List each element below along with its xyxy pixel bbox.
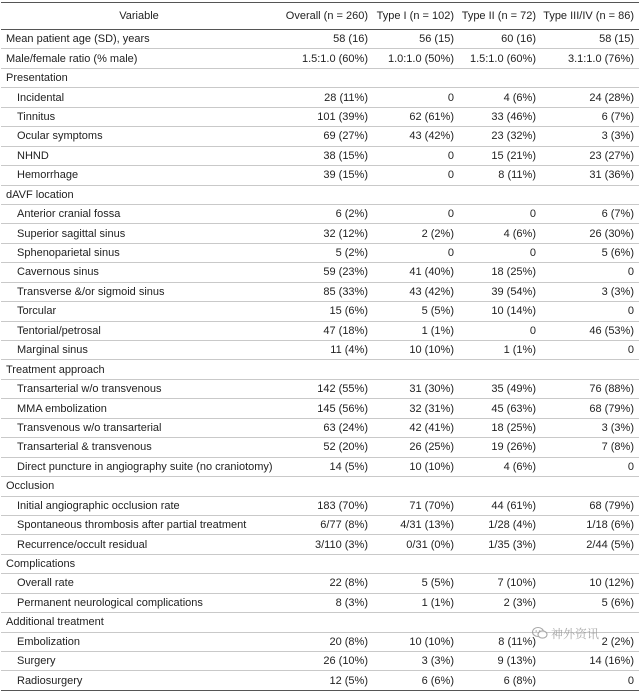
cell-type-ii: 9 (13%) — [459, 652, 541, 671]
cell-type-iii-iv: 68 (79%) — [541, 496, 639, 515]
cell-overall: 22 (8%) — [277, 574, 373, 593]
section-header-row — [1, 360, 639, 379]
cell-type-i: 56 (15) — [373, 30, 459, 49]
cell-type-i — [373, 185, 459, 204]
column-header-variable: Variable — [1, 3, 277, 30]
section-label: Presentation — [1, 68, 277, 87]
cell-type-i: 2 (2%) — [373, 224, 459, 243]
table-header — [1, 3, 639, 30]
table-row — [1, 321, 639, 340]
row-label: Direct puncture in angiography suite (no craniotomy) — [1, 457, 277, 476]
cell-type-iii-iv: 31 (36%) — [541, 166, 639, 185]
cell-overall: 32 (12%) — [277, 224, 373, 243]
row-label: Torcular — [1, 302, 277, 321]
row-label: Tentorial/petrosal — [1, 321, 277, 340]
cell-overall: 69 (27%) — [277, 127, 373, 146]
table-row — [1, 243, 639, 262]
row-label: Transvenous w/o transarterial — [1, 418, 277, 437]
row-label: NHND — [1, 146, 277, 165]
section-label: dAVF location — [1, 185, 277, 204]
cell-type-ii: 0 — [459, 321, 541, 340]
wechat-icon — [532, 626, 548, 640]
section-label: Additional treatment — [1, 613, 277, 632]
cell-overall: 3/110 (3%) — [277, 535, 373, 554]
cell-overall — [277, 477, 373, 496]
cell-overall — [277, 68, 373, 87]
table-row — [1, 146, 639, 165]
row-label: Surgery — [1, 652, 277, 671]
cell-overall: 1.5:1.0 (60%) — [277, 49, 373, 68]
cell-type-ii: 0 — [459, 204, 541, 223]
table-row — [1, 671, 639, 690]
cell-type-i: 6 (6%) — [373, 671, 459, 690]
cell-type-i — [373, 477, 459, 496]
cell-type-i: 0/31 (0%) — [373, 535, 459, 554]
table-row — [1, 593, 639, 612]
cell-type-iii-iv: 46 (53%) — [541, 321, 639, 340]
cell-type-i — [373, 360, 459, 379]
cell-type-i — [373, 68, 459, 87]
cell-type-ii — [459, 613, 541, 632]
table-body — [1, 30, 639, 691]
cell-type-iii-iv: 24 (28%) — [541, 88, 639, 107]
cell-type-ii: 1.5:1.0 (60%) — [459, 49, 541, 68]
cell-type-i: 26 (25%) — [373, 438, 459, 457]
row-label: MMA embolization — [1, 399, 277, 418]
cell-type-iii-iv — [541, 185, 639, 204]
row-label: Radiosurgery — [1, 671, 277, 690]
cell-type-iii-iv: 0 — [541, 302, 639, 321]
cell-type-i: 42 (41%) — [373, 418, 459, 437]
cell-type-iii-iv: 2/44 (5%) — [541, 535, 639, 554]
cell-type-iii-iv: 7 (8%) — [541, 438, 639, 457]
table-row — [1, 515, 639, 534]
column-header-type-ii: Type II (n = 72) — [459, 3, 541, 30]
row-label: Transarterial & transvenous — [1, 438, 277, 457]
row-label: Transverse &/or sigmoid sinus — [1, 282, 277, 301]
cell-type-i: 5 (5%) — [373, 302, 459, 321]
row-label: Male/female ratio (% male) — [1, 49, 277, 68]
row-label: Spontaneous thrombosis after partial treatment — [1, 515, 277, 534]
cell-type-iii-iv: 3 (3%) — [541, 418, 639, 437]
cell-overall: 145 (56%) — [277, 399, 373, 418]
cell-type-i: 1.0:1.0 (50%) — [373, 49, 459, 68]
table-row — [1, 127, 639, 146]
cell-type-iii-iv: 5 (6%) — [541, 593, 639, 612]
cell-type-iii-iv: 14 (16%) — [541, 652, 639, 671]
cell-type-ii: 60 (16) — [459, 30, 541, 49]
cell-overall: 183 (70%) — [277, 496, 373, 515]
row-label: Mean patient age (SD), years — [1, 30, 277, 49]
cell-type-iii-iv: 3 (3%) — [541, 282, 639, 301]
cell-type-ii — [459, 185, 541, 204]
section-header-row — [1, 477, 639, 496]
cell-type-ii: 8 (11%) — [459, 632, 541, 651]
cell-type-iii-iv: 6 (7%) — [541, 204, 639, 223]
section-header-row — [1, 554, 639, 573]
cell-overall — [277, 185, 373, 204]
cell-type-i — [373, 554, 459, 573]
table-row — [1, 399, 639, 418]
table-row — [1, 282, 639, 301]
cell-type-ii — [459, 477, 541, 496]
cell-type-ii: 1 (1%) — [459, 341, 541, 360]
table-row — [1, 379, 639, 398]
cell-overall: 59 (23%) — [277, 263, 373, 282]
cell-type-i: 41 (40%) — [373, 263, 459, 282]
watermark-text: 神外资讯 — [551, 626, 600, 641]
cell-type-iii-iv: 23 (27%) — [541, 146, 639, 165]
cell-type-i: 10 (10%) — [373, 632, 459, 651]
cell-overall: 39 (15%) — [277, 166, 373, 185]
cell-type-iii-iv: 1/18 (6%) — [541, 515, 639, 534]
cell-type-i: 5 (5%) — [373, 574, 459, 593]
cell-overall: 8 (3%) — [277, 593, 373, 612]
table-row — [1, 107, 639, 126]
row-label: Incidental — [1, 88, 277, 107]
cell-type-ii: 4 (6%) — [459, 88, 541, 107]
cell-type-i — [373, 613, 459, 632]
cell-type-ii: 19 (26%) — [459, 438, 541, 457]
clinical-characteristics-table — [1, 2, 639, 691]
cell-overall: 47 (18%) — [277, 321, 373, 340]
row-label: Tinnitus — [1, 107, 277, 126]
cell-overall — [277, 613, 373, 632]
section-header-row — [1, 68, 639, 87]
cell-type-iii-iv — [541, 477, 639, 496]
cell-type-iii-iv: 76 (88%) — [541, 379, 639, 398]
cell-overall: 58 (16) — [277, 30, 373, 49]
header-row — [1, 3, 639, 30]
cell-type-i: 0 — [373, 204, 459, 223]
cell-type-ii: 23 (32%) — [459, 127, 541, 146]
cell-type-ii — [459, 68, 541, 87]
cell-type-iii-iv — [541, 68, 639, 87]
row-label: Superior sagittal sinus — [1, 224, 277, 243]
cell-type-i: 32 (31%) — [373, 399, 459, 418]
table-row — [1, 418, 639, 437]
table-row — [1, 49, 639, 68]
cell-overall — [277, 360, 373, 379]
table-row — [1, 535, 639, 554]
row-label: Marginal sinus — [1, 341, 277, 360]
cell-type-ii: 15 (21%) — [459, 146, 541, 165]
row-label: Permanent neurological complications — [1, 593, 277, 612]
cell-type-ii: 10 (14%) — [459, 302, 541, 321]
cell-overall: 5 (2%) — [277, 243, 373, 262]
table-row — [1, 204, 639, 223]
cell-type-i: 0 — [373, 88, 459, 107]
cell-type-ii: 18 (25%) — [459, 263, 541, 282]
cell-type-ii — [459, 360, 541, 379]
cell-type-ii: 1/35 (3%) — [459, 535, 541, 554]
row-label: Anterior cranial fossa — [1, 204, 277, 223]
table-row — [1, 457, 639, 476]
cell-type-iii-iv: 0 — [541, 671, 639, 690]
cell-type-iii-iv: 2 (2%) — [541, 632, 639, 651]
cell-type-i: 43 (42%) — [373, 127, 459, 146]
cell-type-ii: 18 (25%) — [459, 418, 541, 437]
cell-type-ii: 8 (11%) — [459, 166, 541, 185]
table-row — [1, 224, 639, 243]
cell-type-iii-iv: 10 (12%) — [541, 574, 639, 593]
cell-type-iii-iv: 6 (7%) — [541, 107, 639, 126]
cell-type-ii: 35 (49%) — [459, 379, 541, 398]
cell-type-ii: 4 (6%) — [459, 224, 541, 243]
cell-overall: 15 (6%) — [277, 302, 373, 321]
row-label: Recurrence/occult residual — [1, 535, 277, 554]
cell-type-ii — [459, 554, 541, 573]
cell-overall: 28 (11%) — [277, 88, 373, 107]
row-label: Embolization — [1, 632, 277, 651]
row-label: Overall rate — [1, 574, 277, 593]
row-label: Hemorrhage — [1, 166, 277, 185]
cell-type-i: 10 (10%) — [373, 457, 459, 476]
cell-overall: 38 (15%) — [277, 146, 373, 165]
cell-type-ii: 4 (6%) — [459, 457, 541, 476]
cell-overall: 20 (8%) — [277, 632, 373, 651]
cell-type-ii: 33 (46%) — [459, 107, 541, 126]
table-row — [1, 574, 639, 593]
table-row — [1, 341, 639, 360]
cell-overall: 6/77 (8%) — [277, 515, 373, 534]
cell-type-i: 1 (1%) — [373, 321, 459, 340]
cell-type-i: 10 (10%) — [373, 341, 459, 360]
table-row — [1, 652, 639, 671]
row-label: Ocular symptoms — [1, 127, 277, 146]
cell-type-iii-iv: 68 (79%) — [541, 399, 639, 418]
cell-overall: 142 (55%) — [277, 379, 373, 398]
cell-type-ii: 45 (63%) — [459, 399, 541, 418]
cell-overall: 12 (5%) — [277, 671, 373, 690]
cell-type-iii-iv: 5 (6%) — [541, 243, 639, 262]
watermark — [532, 624, 632, 642]
cell-type-ii: 7 (10%) — [459, 574, 541, 593]
section-header-row — [1, 185, 639, 204]
cell-type-ii: 0 — [459, 243, 541, 262]
cell-type-i: 31 (30%) — [373, 379, 459, 398]
cell-type-iii-iv: 26 (30%) — [541, 224, 639, 243]
cell-overall: 101 (39%) — [277, 107, 373, 126]
cell-type-iii-iv: 0 — [541, 341, 639, 360]
cell-type-i: 71 (70%) — [373, 496, 459, 515]
cell-overall: 26 (10%) — [277, 652, 373, 671]
cell-type-ii: 1/28 (4%) — [459, 515, 541, 534]
row-label: Sphenoparietal sinus — [1, 243, 277, 262]
table-row — [1, 438, 639, 457]
column-header-type-iii-iv: Type III/IV (n = 86) — [541, 3, 639, 30]
cell-type-i: 4/31 (13%) — [373, 515, 459, 534]
section-label: Treatment approach — [1, 360, 277, 379]
cell-type-ii: 6 (8%) — [459, 671, 541, 690]
cell-type-iii-iv: 3 (3%) — [541, 127, 639, 146]
cell-type-ii: 2 (3%) — [459, 593, 541, 612]
cell-type-iii-iv: 58 (15) — [541, 30, 639, 49]
cell-type-i: 1 (1%) — [373, 593, 459, 612]
cell-overall: 14 (5%) — [277, 457, 373, 476]
cell-type-i: 3 (3%) — [373, 652, 459, 671]
cell-type-iii-iv: 0 — [541, 457, 639, 476]
row-label: Transarterial w/o transvenous — [1, 379, 277, 398]
table-row — [1, 166, 639, 185]
table-row — [1, 263, 639, 282]
cell-type-ii: 39 (54%) — [459, 282, 541, 301]
cell-type-i: 62 (61%) — [373, 107, 459, 126]
cell-overall: 6 (2%) — [277, 204, 373, 223]
cell-type-iii-iv: 3.1:1.0 (76%) — [541, 49, 639, 68]
cell-type-i: 0 — [373, 166, 459, 185]
clinical-table-container — [1, 2, 639, 691]
row-label: Initial angiographic occlusion rate — [1, 496, 277, 515]
section-label: Occlusion — [1, 477, 277, 496]
cell-overall — [277, 554, 373, 573]
cell-type-iii-iv: 0 — [541, 263, 639, 282]
cell-type-i: 0 — [373, 146, 459, 165]
column-header-type-i: Type I (n = 102) — [373, 3, 459, 30]
cell-overall: 85 (33%) — [277, 282, 373, 301]
cell-type-iii-iv — [541, 360, 639, 379]
cell-type-i: 43 (42%) — [373, 282, 459, 301]
cell-type-i: 0 — [373, 243, 459, 262]
column-header-overall: Overall (n = 260) — [277, 3, 373, 30]
section-label: Complications — [1, 554, 277, 573]
table-row — [1, 302, 639, 321]
table-row — [1, 88, 639, 107]
cell-type-ii: 44 (61%) — [459, 496, 541, 515]
cell-overall: 11 (4%) — [277, 341, 373, 360]
cell-overall: 52 (20%) — [277, 438, 373, 457]
cell-type-iii-iv — [541, 554, 639, 573]
table-row — [1, 30, 639, 49]
row-label: Cavernous sinus — [1, 263, 277, 282]
cell-overall: 63 (24%) — [277, 418, 373, 437]
table-row — [1, 496, 639, 515]
